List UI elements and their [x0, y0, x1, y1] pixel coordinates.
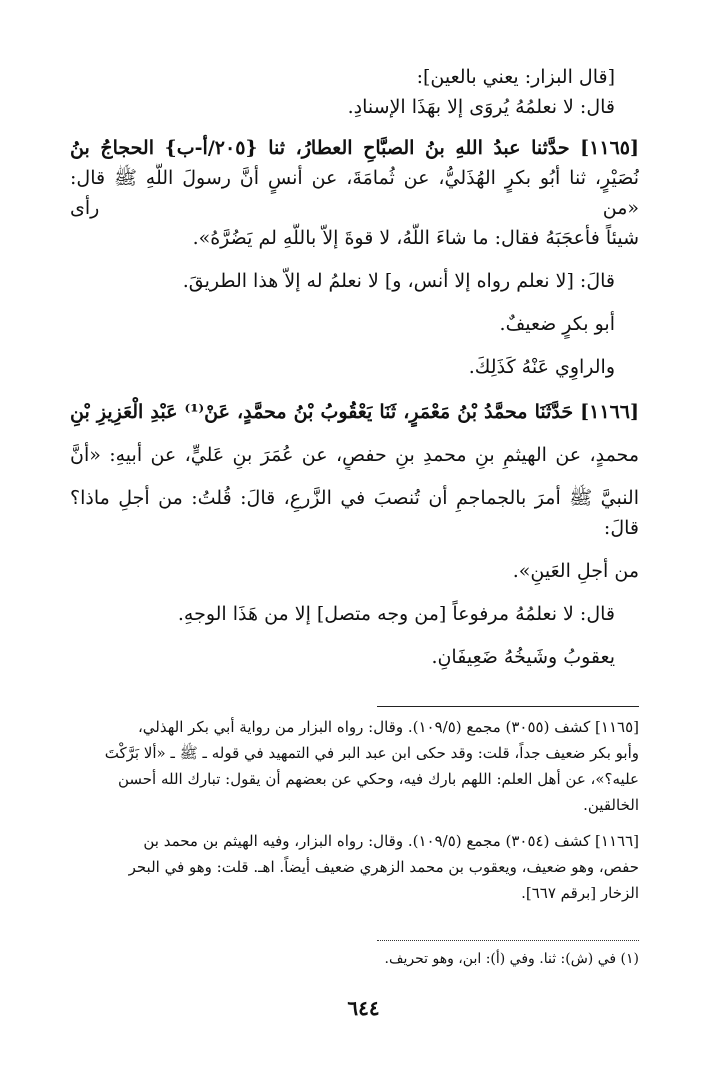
text-line: قال: لا نعلمُهُ مرفوعاً [من وجه متصل] إلا من هَذَا الوجهِ. — [177, 603, 615, 625]
text-line: يعقوبُ وشَيخُهُ ضَعِيفَانِ. — [431, 646, 615, 668]
note-line: حفص، وهو ضعيف، ويعقوب بن محمد الزهري ضعيف أيضاً. اهـ. قلت: وهو في البحر — [128, 858, 639, 876]
hadith-1166-line: محمدٍ، عن الهيثمِ بنِ محمدِ بنِ حفصٍ، عن عُمَرَ بنِ عَليٍّ، عن أبيهِ: «أنَّ — [70, 444, 639, 466]
notes-divider — [377, 706, 639, 707]
text-line: [قال البزار: يعني بالعين]: — [416, 66, 615, 88]
hadith-1165-line: [١١٦٥] حدَّثنا عبدُ اللهِ بنُ الصبَّاحِ العطارُ، ثنا {٢٠٥/أ-ب} الحجاجُ بنُ — [70, 137, 639, 159]
text-line: قال: لا نعلمُهُ يُروَى إلا بهَذَا الإسنادِ. — [347, 96, 615, 118]
note-line: الزخار [برقم ٦٦٧]. — [521, 884, 639, 902]
text-line: والراوِي عَنْهُ كَذَلِكَ. — [468, 356, 615, 378]
commentary-notes — [70, 714, 639, 906]
note-line: [١١٦٦] كشف (٣٠٥٤) مجمع (١٠٩/٥). وقال: رواه البزار، وفيه الهيثم بن محمد بن — [143, 832, 639, 850]
note-line: وأبو بكر ضعيف جداً، قلت: وقد حكى ابن عبد البر في التمهيد في قوله ـ ﷺ ـ «ألا بَرَّكْتَ — [104, 744, 639, 762]
hadith-1166-line: من أجلِ العَينِ». — [512, 560, 639, 582]
text-line: قالَ: [لا نعلم رواه إلا أنس، و] لا نعلمُ له إلاّ هذا الطريقَ. — [182, 270, 615, 292]
note-line: الخالقين. — [583, 796, 639, 814]
page-number: ٦٤٤ — [347, 996, 380, 1020]
main-text — [70, 62, 639, 672]
hadith-1165-line: نُصَيْرٍ، ثنا أبُو بكرٍ الهُذَليُّ، عن ثُمامَةَ، عن أنسٍ أنَّ رسولَ اللَّهِ ﷺ قال: «من رأى — [70, 167, 639, 219]
footnote: (١) في (ش): ثنا. وفي (أ): ابن، وهو تحريف. — [384, 951, 639, 967]
note-line: [١١٦٥] كشف (٣٠٥٥) مجمع (١٠٩/٥). وقال: رواه البزار من رواية أبي بكر الهذلي، — [137, 718, 639, 736]
hadith-1166-line: [١١٦٦] حَدَّثَنَا محمَّدُ بْنُ مَعْمَرٍ، ثَنَا يَعْقُوبُ بْنُ محمَّدٍ، عَنْ⁽¹⁾ عَبْدِ الْعَزِيزِ بْنِ — [70, 401, 639, 423]
hadith-1166-line: النبيَّ ﷺ أمرَ بالجماجمِ أن تُنصبَ في الزَّرعِ، قالَ: قُلتُ: من أجلِ ماذا؟ قالَ: — [70, 487, 639, 539]
note-line: عليه؟»، عن أهل العلم: اللهم بارك فيه، وحكي عن بعضهم أن يقول: تبارك الله أحسن — [117, 770, 639, 788]
footnote-divider — [377, 940, 639, 941]
hadith-1165-line: شيئاً فأعجَبَهُ فقال: ما شاءَ اللَّهُ، لا قوةَ إلاّ باللَّهِ لم يَضُرَّهُ». — [192, 227, 639, 249]
text-line: أبو بكرٍ ضعيفٌ. — [499, 313, 615, 335]
